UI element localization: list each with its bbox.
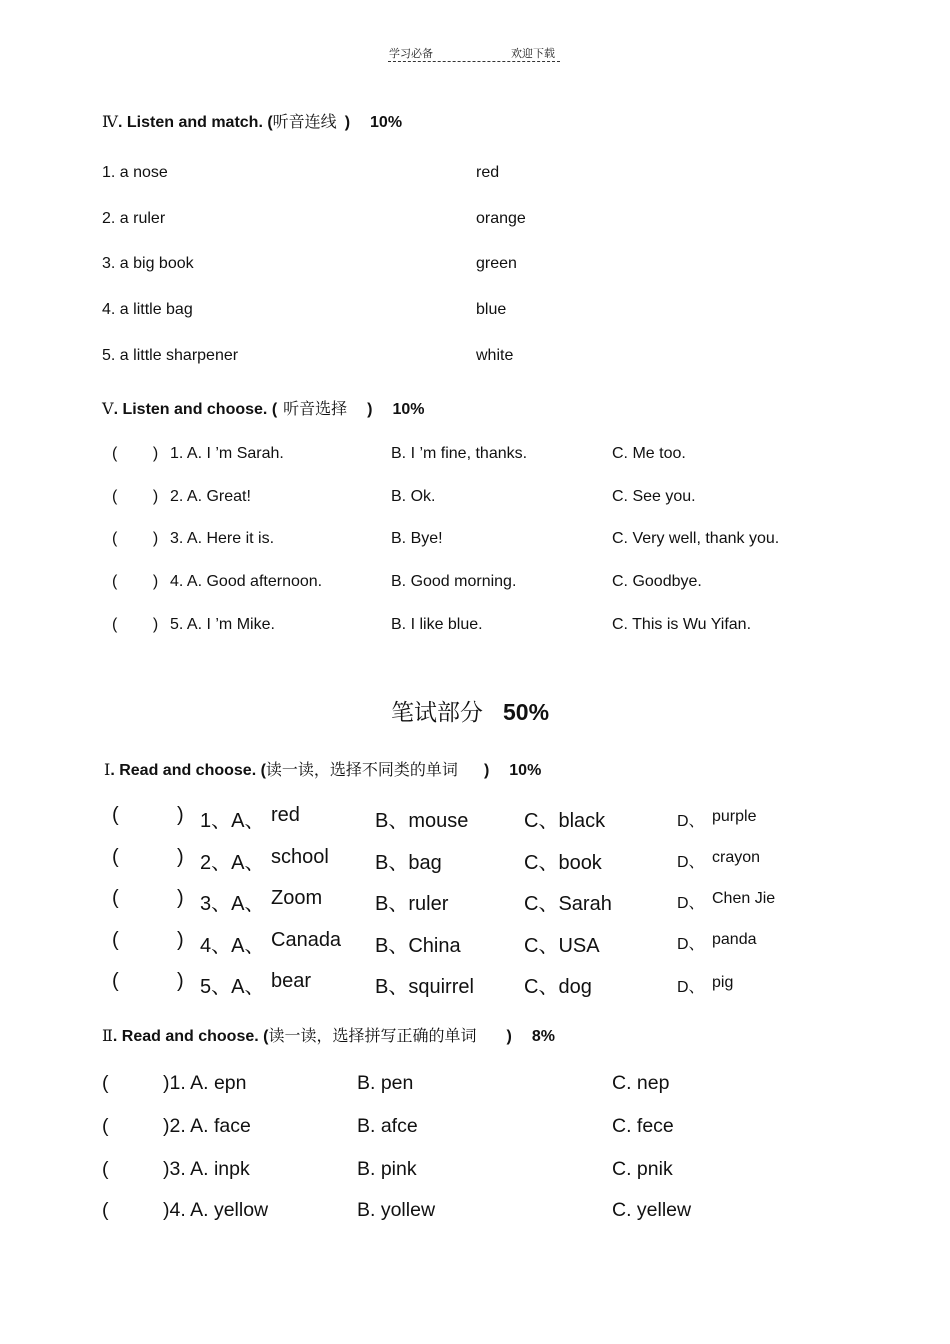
match-right-item: orange [476,210,526,227]
option-a: Canada [271,929,342,951]
answer-left-paren[interactable]: ( [102,1199,109,1221]
section-title: . Read and choose. ( [110,762,266,779]
option-c: C. Goodbye. [612,573,702,590]
option-d-label: D、 [677,895,705,912]
option-c: C、dog [524,976,592,998]
written-percent: 50% [503,699,550,725]
section-close: ) [506,1028,512,1045]
answer-blank[interactable]: ( ) [112,488,159,505]
section-close: ) [344,114,351,131]
option-a: )2. A. face [163,1115,251,1137]
option-a: 3. A. Here it is. [170,530,275,547]
option-c: C、USA [524,935,600,957]
answer-right-paren[interactable]: ) [177,846,184,868]
section-title-cn: 听音选择 [283,399,348,418]
option-b: B. I like blue. [391,616,483,633]
option-b: B. yollew [357,1199,436,1221]
option-b: B. Bye! [391,530,443,547]
section-percent: 10% [509,762,542,779]
section-number: Ⅱ [102,1026,113,1045]
answer-left-paren[interactable]: ( [102,1115,109,1137]
section-percent: 10% [392,401,425,418]
header-right: 欢迎下载 [511,47,555,60]
answer-blank[interactable]: ( ) [112,530,159,547]
match-right-item: green [476,255,517,272]
section-number: Ⅴ [102,399,114,418]
section-close: ) [483,762,490,779]
section-close: ) [367,401,373,418]
option-c: C. This is Wu Yifan. [612,616,752,633]
option-a: )3. A. inpk [163,1158,250,1180]
option-a: 5. A. I ’m Mike. [170,616,275,633]
option-a: bear [271,970,312,992]
option-c: C. pnik [612,1158,673,1180]
header-left: 学习必备 [389,47,433,60]
answer-left-paren[interactable]: ( [112,846,119,868]
written-part-title [391,694,549,727]
match-right-item: blue [476,301,507,318]
option-b: B. pen [357,1072,414,1094]
option-b: B、bag [375,852,442,874]
answer-right-paren[interactable]: ) [177,929,184,951]
match-left-item: 2. a ruler [102,210,166,227]
option-d: panda [712,931,757,948]
option-a: )4. A. yellow [163,1199,269,1221]
option-a: 4. A. Good afternoon. [170,573,323,590]
option-c: C. nep [612,1072,670,1094]
answer-right-paren[interactable]: ) [177,804,184,826]
header-divider [388,61,560,62]
option-c: C. Me too. [612,445,686,462]
match-right-item: white [476,347,514,364]
answer-blank[interactable]: ( ) [112,445,159,462]
option-a: )1. A. epn [163,1072,247,1094]
option-c: C、book [524,852,602,874]
answer-right-paren[interactable]: ) [177,887,184,909]
match-left-item: 5. a little sharpener [102,347,239,364]
section-title: . Listen and choose. ( [113,401,278,418]
section-number: Ⅳ [102,112,118,131]
option-c: C、black [524,810,606,832]
option-b: B. afce [357,1115,418,1137]
question-number: 2、A、 [200,852,265,874]
answer-left-paren[interactable]: ( [112,804,119,826]
option-c: C. See you. [612,488,696,505]
answer-blank[interactable]: ( ) [112,616,159,633]
option-d: pig [712,974,734,991]
section-title-cn: 听音连线 [272,112,337,131]
option-d: purple [712,808,757,825]
option-b: B. I ’m fine, thanks. [391,445,528,462]
option-d: Chen Jie [712,890,776,907]
answer-left-paren[interactable]: ( [102,1072,109,1094]
option-d-label: D、 [677,936,705,953]
option-c: C. fece [612,1115,674,1137]
section-title-cn: 读一读，选择拼写正确的单词 [268,1026,477,1045]
option-a: red [271,804,300,826]
match-left-item: 3. a big book [102,255,194,272]
option-b: B. pink [357,1158,417,1180]
option-a: Zoom [271,887,323,909]
option-b: B. Ok. [391,488,436,505]
question-number: 4、A、 [200,935,265,957]
option-d-label: D、 [677,979,705,996]
question-number: 3、A、 [200,893,265,915]
match-left-item: 1. a nose [102,164,168,181]
match-right-item: red [476,164,500,181]
section-II-heading [102,1023,555,1046]
option-b: B、mouse [375,810,469,832]
question-number: 1、A、 [200,810,265,832]
match-left-item: 4. a little bag [102,301,193,318]
section-title: . Listen and match. ( [117,114,273,131]
answer-left-paren[interactable]: ( [112,929,119,951]
option-b: B. Good morning. [391,573,517,590]
option-a: school [271,846,329,868]
option-d-label: D、 [677,854,705,871]
section-percent: 10% [370,114,403,131]
section-title-cn: 读一读，选择不同类的单词 [265,760,458,779]
written-title-cn: 笔试部分 [391,700,483,726]
answer-right-paren[interactable]: ) [177,970,184,992]
option-a: 2. A. Great! [170,488,251,505]
section-percent: 8% [531,1028,555,1045]
section-4-heading [102,109,402,132]
option-b: B、ruler [375,893,449,915]
option-c: C. yellew [612,1199,692,1221]
option-c: C、Sarah [524,893,612,915]
answer-left-paren[interactable]: ( [102,1158,109,1180]
option-b: B、squirrel [375,976,474,998]
section-5-heading [102,396,425,419]
option-b: B、China [375,935,461,957]
section-number: Ⅰ [104,760,111,779]
option-d-label: D、 [677,813,705,830]
answer-left-paren[interactable]: ( [112,970,119,992]
question-number: 5、A、 [200,976,265,998]
answer-blank[interactable]: ( ) [112,573,159,590]
answer-left-paren[interactable]: ( [112,887,119,909]
option-d: crayon [712,849,761,866]
option-c: C. Very well, thank you. [612,530,780,547]
section-I-heading [104,757,541,780]
option-a: 1. A. I ’m Sarah. [170,445,284,462]
section-title: . Read and choose. ( [112,1028,269,1045]
